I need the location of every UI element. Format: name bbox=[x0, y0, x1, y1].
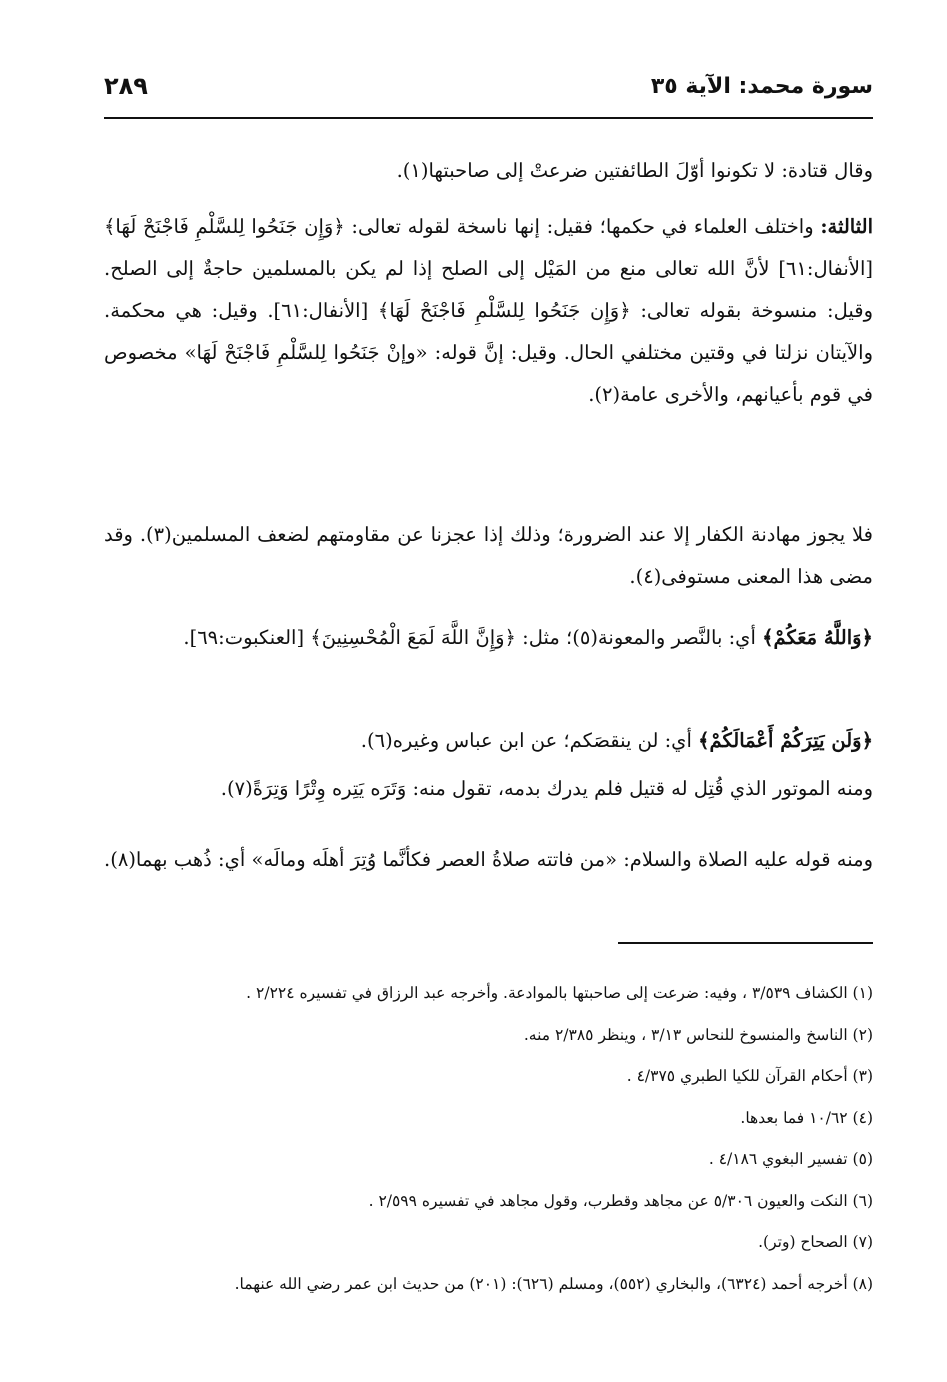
paragraph-text: واختلف العلماء في حكمها؛ فقيل: إنها ناسخة لقوله تعالى: ﴿وَإِن جَنَحُوا لِلسَّلْمِ فَاجْنَحْ لَهَا﴾ [الأنفال:٦١] لأنَّ الله تعالى منع من المَيْل إلى الصلح إذا لم يكن بالمسلمين حاجةٌ إلى الصلح. وقيل: منسوخة بقوله تعالى: ﴿وَإِن جَنَحُوا لِلسَّلْمِ فَاجْنَحْ لَهَا﴾ [الأنفال:٦١]. وقيل: هي محكمة. والآيتان نزلتا في وقتين مختلفي الحال. وقيل: إنَّ قوله: «وإنْ جَنَحُوا لِلسَّلْمِ فَاجْنَحْ لَهَا» مخصوص في قوم بأعيانهم، والأخرى عامة(٢). bbox=[104, 215, 873, 406]
paragraph-text: أي: بالنَّصر والمعونة(٥)؛ مثل: ﴿وَإِنَّ اللَّهَ لَمَعَ الْمُحْسِنِينَ﴾ [العنكبوت:٦٩]. bbox=[183, 626, 756, 649]
running-header bbox=[104, 70, 873, 118]
paragraph-truce bbox=[104, 514, 873, 598]
issue-heading: الثالثة: bbox=[820, 215, 873, 238]
footnote-item: (٤) ١٠/٦٢ فما بعدها. bbox=[740, 1108, 873, 1127]
paragraph-mawtur bbox=[104, 768, 873, 810]
footnote-item: (٥) تفسير البغوي ٤/١٨٦ . bbox=[708, 1150, 873, 1168]
paragraph-allah-with-you bbox=[104, 617, 873, 659]
footnote-item: (٨) أخرجه أحمد (٦٣٢٤)، والبخاري (٥٥٢)، ومسلم (٦٢٦): (٢٠١) من حديث ابن عمر رضي الله عنهما. bbox=[234, 1274, 873, 1293]
footnote-item: (١) الكشاف ٣/٥٣٩ ، وفيه: ضرعت إلى صاحبتها بالموادعة. وأخرجه عبد الرزاق في تفسيره ٢/٢٢٤ . bbox=[246, 984, 873, 1002]
paragraph-will-not-diminish bbox=[104, 720, 873, 762]
footnote-item: (٦) النكت والعيون ٥/٣٠٦ عن مجاهد وقطرب، وقول مجاهد في تفسيره ٢/٥٩٩ . bbox=[368, 1191, 873, 1210]
paragraph-text: ومنه الموتور الذي قُتِل له قتيل فلم يدرك بدمه، تقول منه: وَتَرَه يَتِره وِتْرًا وَتِرَةً(٧). bbox=[220, 777, 873, 800]
paragraph-text: أي: لن ينقصَكم؛ عن ابن عباس وغيره(٦). bbox=[360, 729, 692, 752]
footnote-item: (٣) أحكام القرآن للكيا الطبري ٤/٣٧٥ . bbox=[626, 1067, 873, 1085]
paragraph-text: وقال قتادة: لا تكونوا أوّلَ الطائفتين ضرعتْ إلى صاحبتها(١). bbox=[396, 159, 873, 182]
footnote-item: (٢) الناسخ والمنسوخ للنحاس ٣/١٣ ، وينظر ٢/٣٨٥ منه. bbox=[523, 1025, 873, 1044]
page-number: ٢٨٩ bbox=[104, 72, 148, 100]
footnote-separator bbox=[618, 942, 873, 944]
header-rule bbox=[104, 117, 873, 119]
paragraph-qatada bbox=[104, 150, 873, 192]
running-title: سورة محمد: الآية ٣٥ bbox=[650, 74, 873, 99]
paragraph-third-issue bbox=[104, 206, 873, 416]
footnotes-list bbox=[104, 980, 873, 1312]
footnote-item: (٧) الصحاح (وتر). bbox=[758, 1233, 873, 1251]
quran-verse: ﴿وَاللَّهُ مَعَكُمْ﴾ bbox=[762, 626, 873, 649]
paragraph-hadith bbox=[104, 839, 873, 881]
paragraph-text: ومنه قوله عليه الصلاة والسلام: «من فاتته صلاةُ العصر فكأنَّما وُتِرَ أهلَه ومالَه» أي: ذُهب بهما(٨). bbox=[104, 848, 873, 871]
paragraph-text: فلا يجوز مهادنة الكفار إلا عند الضرورة؛ وذلك إذا عجزنا عن مقاومتهم لضعف المسلمين(٣). وقد مضى هذا المعنى مستوفى(٤). bbox=[104, 523, 874, 588]
quran-verse: ﴿وَلَن يَتِرَكُمْ أَعْمَالَكُمْ﴾ bbox=[698, 729, 873, 752]
